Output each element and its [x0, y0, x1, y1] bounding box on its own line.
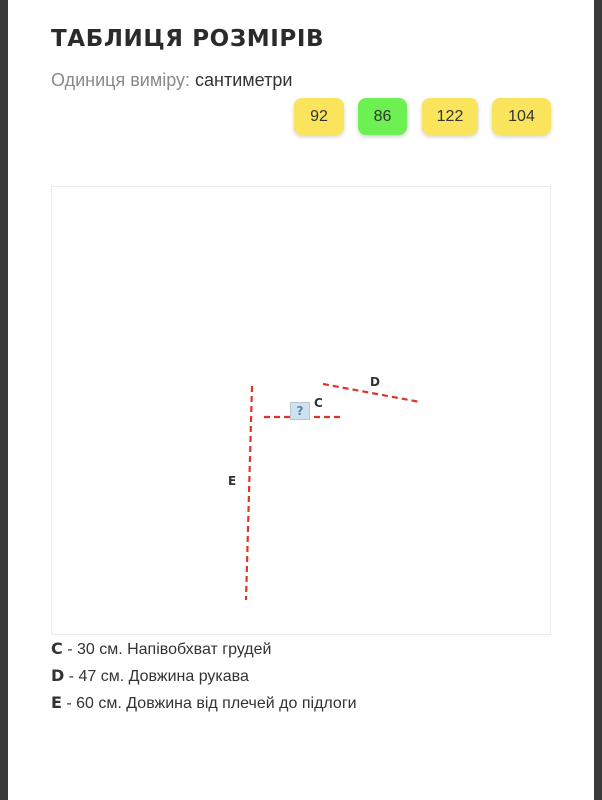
- size-chart-panel: [8, 0, 594, 800]
- legend-item: [51, 639, 357, 666]
- broken-image-icon: ?: [290, 402, 310, 420]
- units-line: [51, 70, 292, 91]
- size-button-86[interactable]: 86: [358, 98, 407, 135]
- label-e: E: [228, 474, 237, 488]
- size-button-122[interactable]: 122: [422, 98, 478, 135]
- size-selector: [8, 98, 594, 138]
- legend-item: [51, 666, 357, 693]
- legend-key: E: [51, 693, 62, 712]
- measurement-legend: [51, 639, 357, 720]
- label-c: C: [314, 396, 323, 410]
- legend-item: [51, 693, 357, 720]
- units-label: Одиниця виміру:: [51, 70, 191, 90]
- legend-key: C: [51, 639, 63, 658]
- label-d: D: [370, 375, 380, 389]
- measure-line-e: [246, 386, 252, 600]
- legend-text: - 47 см. Довжина рукава: [64, 668, 249, 685]
- size-button-104[interactable]: 104: [492, 98, 551, 135]
- page-title: ТАБЛИЦЯ РОЗМІРІВ: [51, 26, 325, 52]
- legend-key: D: [51, 666, 65, 685]
- size-button-92[interactable]: 92: [294, 98, 344, 135]
- legend-text: - 60 см. Довжина від плечей до підлоги: [61, 695, 357, 712]
- units-value: сантиметри: [195, 70, 293, 90]
- legend-text: - 30 см. Напівобхват грудей: [62, 641, 272, 658]
